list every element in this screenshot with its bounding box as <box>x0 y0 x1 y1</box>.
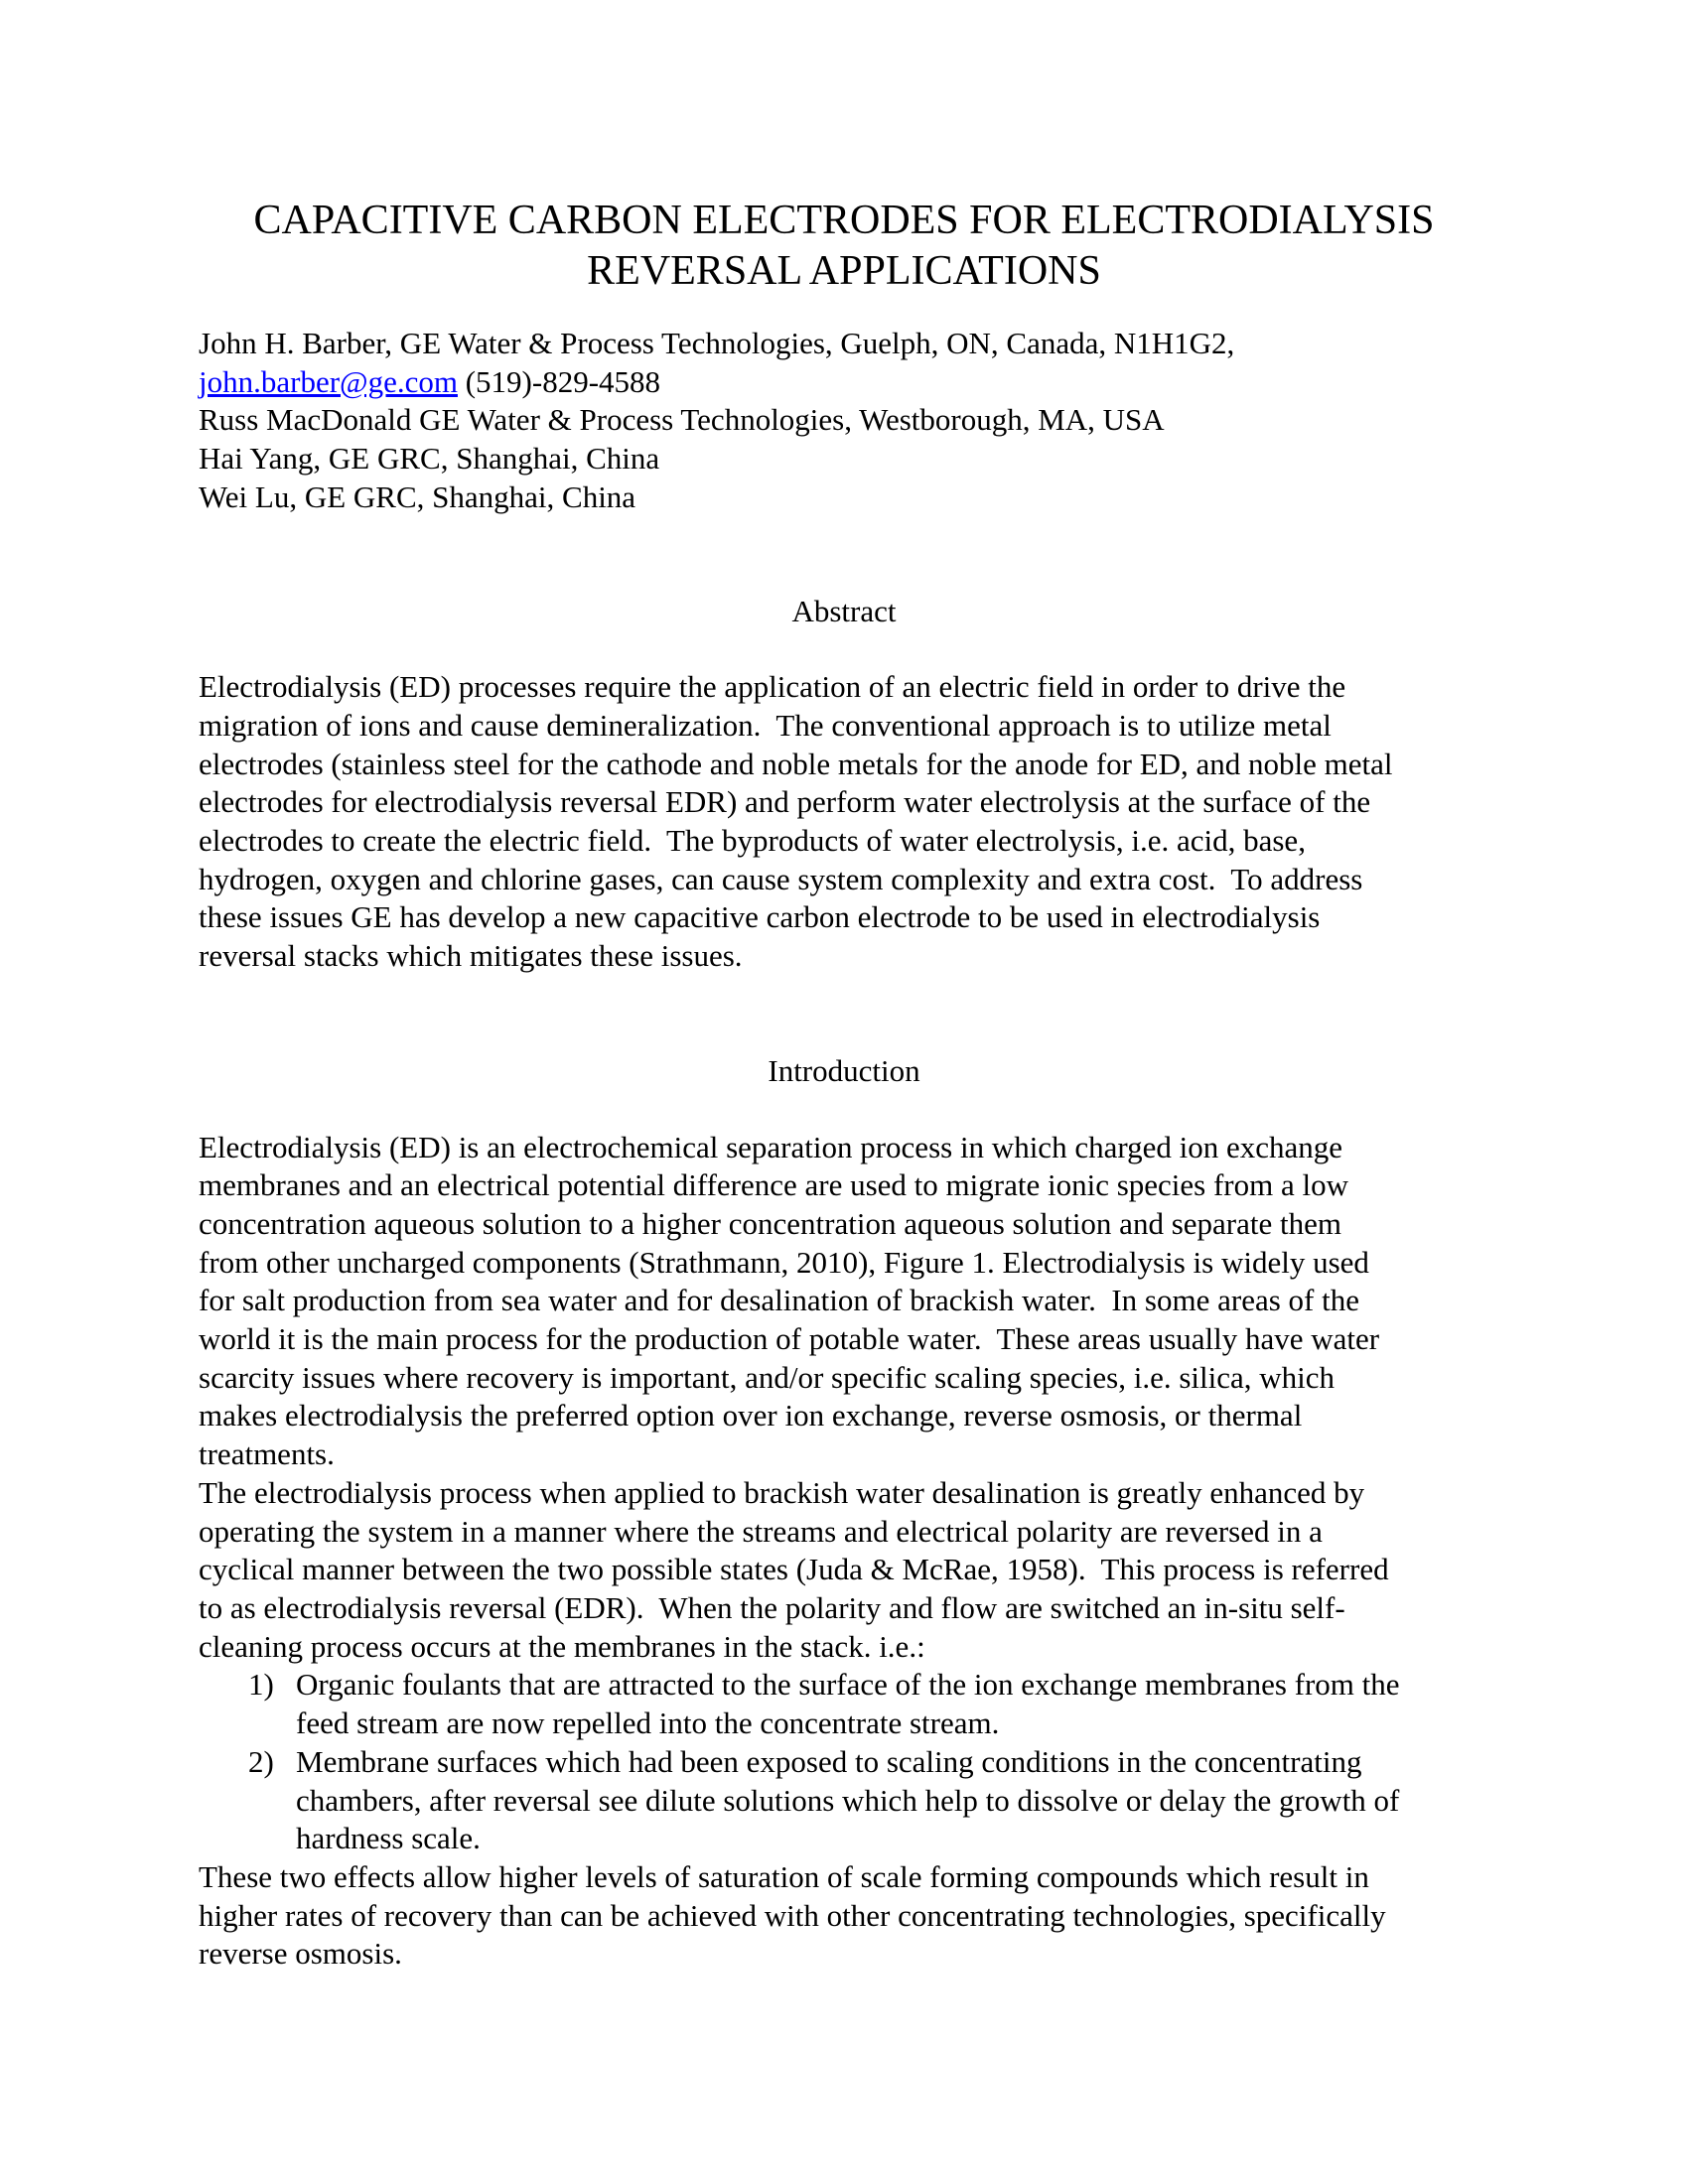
paper-title-line-1: CAPACITIVE CARBON ELECTRODES FOR ELECTRODIALYSIS <box>253 198 1435 243</box>
text-line: these issues GE has develop a new capacitive carbon electrode to be used in electrodialysis <box>199 899 1321 935</box>
list-item-2 <box>199 1743 1489 1858</box>
text-line: electrodes for electrodialysis reversal EDR) and perform water electrolysis at the surface of the <box>199 784 1371 820</box>
text-line: for salt production from sea water and for desalination of brackish water. In some areas of the <box>199 1283 1359 1318</box>
author-line-5: Wei Lu, GE GRC, Shanghai, China <box>199 478 636 514</box>
text-line: operating the system in a manner where the streams and electrical polarity are reversed in a <box>199 1513 1323 1549</box>
closing-paragraph <box>199 1858 1489 1974</box>
text-line: The electrodialysis process when applied to brackish water desalination is greatly enhanced by <box>199 1474 1365 1510</box>
text-line: cleaning process occurs at the membranes in the stack. i.e.: <box>199 1628 925 1664</box>
text-line: electrodes (stainless steel for the cathode and noble metals for the anode for ED, and noble metal <box>199 746 1393 781</box>
abstract-paragraph <box>199 668 1489 976</box>
list-item-1 <box>199 1666 1489 1742</box>
phone-number: (519)-829-4588 <box>457 363 661 399</box>
introduction-paragraph-2 <box>199 1474 1489 1667</box>
list-item-1-marker: 1) <box>248 1667 274 1703</box>
email-link[interactable]: john.barber@ge.com <box>199 363 458 399</box>
abstract-heading: Abstract <box>791 593 897 628</box>
text-line: Organic foulants that are attracted to the surface of the ion exchange membranes from the <box>296 1667 1400 1703</box>
text-line: electrodes to create the electric field. The byproducts of water electrolysis, i.e. acid, base, <box>199 823 1306 859</box>
text-line: hydrogen, oxygen and chlorine gases, can cause system complexity and extra cost. To address <box>199 861 1363 896</box>
text-line: These two effects allow higher levels of saturation of scale forming compounds which result in <box>199 1858 1369 1894</box>
text-line: to as electrodialysis reversal (EDR). When the polarity and flow are switched an in-situ self- <box>199 1589 1345 1625</box>
text-line: migration of ions and cause demineralization. The conventional approach is to utilize metal <box>199 707 1332 743</box>
paper-title-line-2: REVERSAL APPLICATIONS <box>587 248 1101 294</box>
list-item-2-marker: 2) <box>248 1743 274 1779</box>
text-line: chambers, after reversal see dilute solutions which help to dissolve or delay the growth of <box>296 1782 1400 1818</box>
text-line: concentration aqueous solution to a higher concentration aqueous solution and separate them <box>199 1205 1341 1241</box>
text-line: Electrodialysis (ED) is an electrochemical separation process in which charged ion exchange <box>199 1129 1343 1164</box>
text-line: reversal stacks which mitigates these issues. <box>199 938 743 974</box>
author-line-2 <box>199 363 1489 402</box>
text-line: higher rates of recovery than can be achieved with other concentrating technologies, specifically <box>199 1897 1386 1933</box>
text-line: treatments. <box>199 1436 335 1472</box>
text-line: Membrane surfaces which had been exposed to scaling conditions in the concentrating <box>296 1743 1362 1779</box>
text-line: makes electrodialysis the preferred option over ion exchange, reverse osmosis, or thermal <box>199 1398 1303 1433</box>
text-line: feed stream are now repelled into the concentrate stream. <box>296 1706 1000 1741</box>
author-line-1: John H. Barber, GE Water & Process Technologies, Guelph, ON, Canada, N1H1G2, <box>199 326 1235 360</box>
text-line: scarcity issues where recovery is important, and/or specific scaling species, i.e. silica, which <box>199 1359 1336 1395</box>
author-line-3: Russ MacDonald GE Water & Process Technologies, Westborough, MA, USA <box>199 402 1165 438</box>
paper-title <box>199 196 1489 297</box>
author-block <box>199 325 1489 517</box>
text-line: membranes and an electrical potential difference are used to migrate ionic species from a low <box>199 1167 1348 1203</box>
introduction-heading: Introduction <box>768 1052 920 1088</box>
text-line: Electrodialysis (ED) processes require the application of an electric field in order to drive the <box>199 669 1346 705</box>
list-item-1-text <box>296 1666 1400 1742</box>
text-line: hardness scale. <box>296 1821 481 1856</box>
text-line: world it is the main process for the production of potable water. These areas usually have water <box>199 1321 1380 1357</box>
text-line: from other uncharged components (Strathmann, 2010), Figure 1. Electrodialysis is widely used <box>199 1244 1369 1280</box>
list-item-2-text <box>296 1743 1399 1858</box>
text-line: cyclical manner between the two possible states (Juda & McRae, 1958). This process is referred <box>199 1552 1389 1587</box>
author-line-4: Hai Yang, GE GRC, Shanghai, China <box>199 441 660 477</box>
introduction-paragraph-1 <box>199 1129 1489 1474</box>
text-line: reverse osmosis. <box>199 1936 402 1972</box>
